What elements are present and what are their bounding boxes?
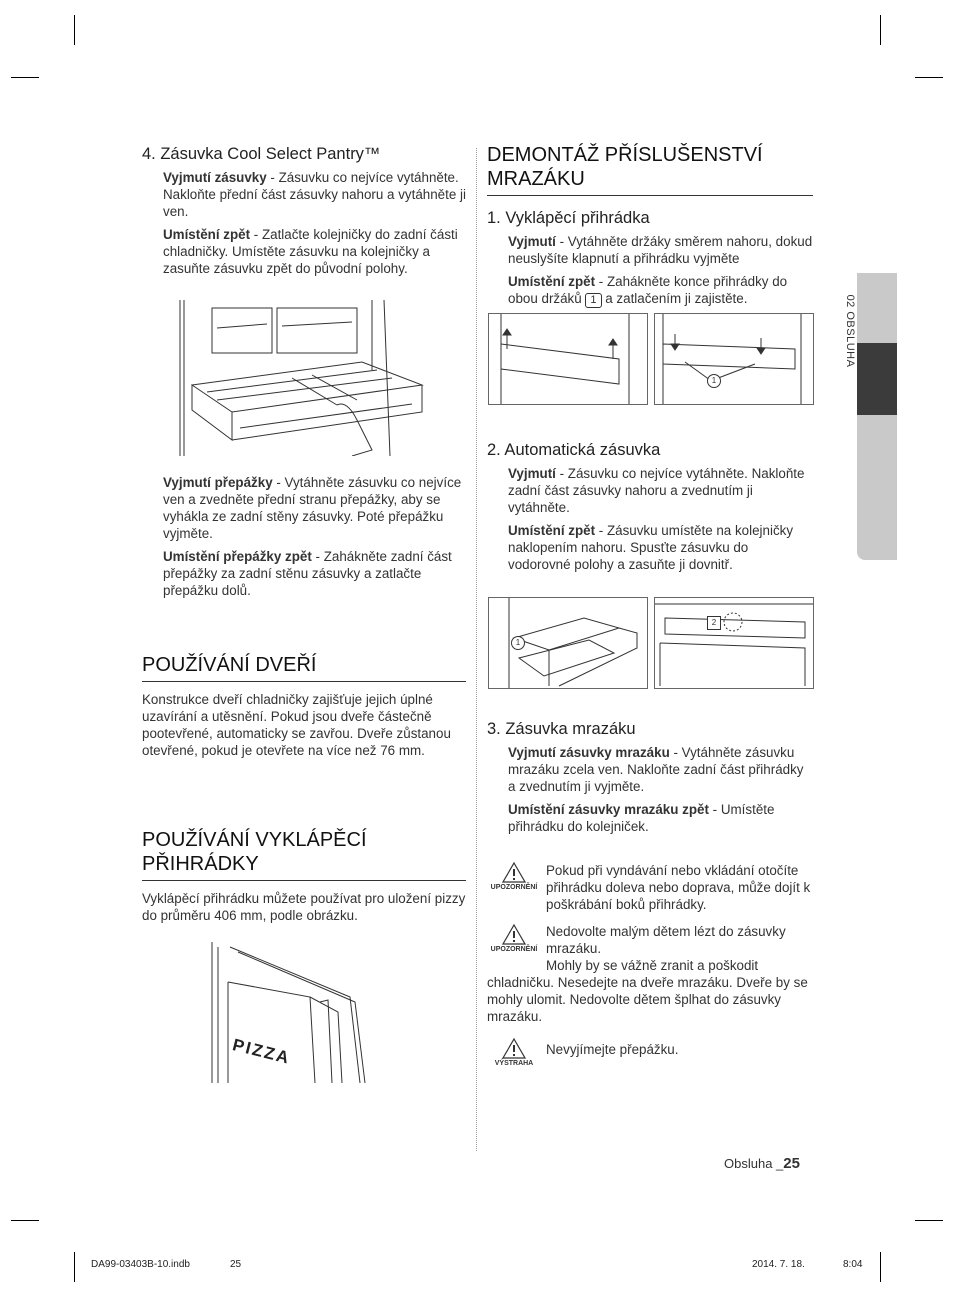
section-3 <box>487 719 813 841</box>
s2-remove-paragraph: Vyjmutí - Zásuvku co nejvíce vytáhněte. Nakloňte zadní část zásuvky nahoru a zvednutím ji vytáhněte. <box>508 466 805 515</box>
caution-label: VÝSTRAHA <box>494 1060 534 1067</box>
callout-1-marker: 1 <box>707 374 721 388</box>
callout-1: 1 <box>585 293 601 308</box>
warning-label: UPOZORNĚNÍ <box>490 884 538 891</box>
page-label: Obsluha _ <box>724 1156 784 1171</box>
print-date: 2014. 7. 18. <box>752 1259 805 1270</box>
warning-1-text: Pokud při vyndávání nebo vkládání otočíte přihrádku doleva nebo doprava, může dojít k poškrábání boků přihrádky. <box>546 863 811 912</box>
warning-2-text-b: Mohly by se vážně zranit a poškodit chladničku. Nesedejte na dveře mrazáku. Dveře by se mohly ulomit. Nedovolte dětem šplhat do zásuvky mrazáku. <box>487 958 808 1024</box>
warning-icon <box>484 924 544 953</box>
doors-heading: POUŽÍVÁNÍ DVEŘÍ <box>142 653 466 682</box>
left-column <box>142 144 466 283</box>
flip-bin-figure-a <box>488 313 648 405</box>
section-2-title: 2. Automatická zásuvka <box>487 441 661 459</box>
column-divider <box>476 148 477 1151</box>
section-3-title: 3. Zásuvka mrazáku <box>487 720 636 738</box>
s3-remove-paragraph: Vyjmutí zásuvky mrazáku - Vytáhněte zásuvku mrazáku zcela ven. Nakloňte zadní část přihrádky a zvednutím ji vyjměte. <box>508 745 804 794</box>
pizza-compartment-illustration <box>210 942 380 1083</box>
side-tab-top <box>857 273 897 343</box>
flip-heading: POUŽÍVÁNÍ VYKLÁPĚCÍ PŘIHRÁDKY <box>142 828 466 881</box>
side-tab-bottom <box>857 415 897 560</box>
print-time: 8:04 <box>843 1259 863 1270</box>
freezer-heading: DEMONTÁŽ PŘÍSLUŠENSTVÍ MRAZÁKU <box>487 143 813 196</box>
s2-back-paragraph: Umístění zpět - Zásuvku umístěte na kolejničky naklopením nahoru. Spusťte zásuvku do vodorovné polohy a zasuňte ji dovnitř. <box>508 523 794 572</box>
callout-2-marker: 2 <box>707 616 721 630</box>
caution-text: Nevyjímejte přepážku. <box>546 1042 679 1057</box>
s3-back-paragraph: Umístění zásuvky mrazáku zpět - Umístěte přihrádku do kolejniček. <box>508 802 775 834</box>
section-2 <box>487 440 813 579</box>
side-tab-label: 02 OBSLUHA <box>844 294 856 368</box>
s1-remove-paragraph: Vyjmutí - Vytáhněte držáky směrem nahoru, dokud neuslyšíte klapnutí a přihrádku vyjměte <box>508 234 813 266</box>
doors-section <box>142 653 466 765</box>
divider-back-paragraph: Umístění přepážky zpět - Zahákněte zadní část přepážky za zadní stěnu zásuvky a zatlačte přepážku dolů. <box>163 549 452 598</box>
page-footer <box>724 1155 800 1172</box>
crop-mark <box>880 15 881 45</box>
auto-drawer-figure-a <box>488 597 648 689</box>
crop-mark <box>11 1220 39 1221</box>
s4-remove-paragraph: Vyjmutí zásuvky - Zásuvku co nejvíce vytáhněte. Nakloňte přední část zásuvky nahoru a vytáhněte ji ven. <box>163 170 466 219</box>
side-tab-active <box>857 343 897 415</box>
crop-mark <box>880 1252 881 1282</box>
flip-text: Vyklápěcí přihrádku můžete používat pro uložení pizzy do průměru 406 mm, podle obrázku. <box>142 891 466 923</box>
warning-label: UPOZORNĚNÍ <box>490 946 538 953</box>
warning-icon <box>484 862 544 891</box>
print-file: DA99-03403B-10.indb <box>91 1259 190 1270</box>
crop-mark <box>915 1220 943 1221</box>
warning-2-text-a: Nedovolte malým dětem lézt do zásuvky mrazáku. <box>546 924 786 956</box>
pizza-label: PIZZA <box>230 1035 293 1068</box>
pantry-drawer-illustration <box>172 300 436 456</box>
s1-back-paragraph: Umístění zpět - Zahákněte konce přihrádky do obou držáků 1 a zatlačením ji zajistěte. <box>508 274 788 306</box>
right-column <box>487 143 813 314</box>
callout-1-marker: 1 <box>511 636 525 650</box>
section-4-title: 4. Zásuvka Cool Select Pantry™ <box>142 145 381 163</box>
flip-bin-figure-b <box>654 313 814 405</box>
divider-remove-paragraph: Vyjmutí přepážky - Vytáhněte zásuvku co nejvíce ven a zvedněte přední stranu přepážky, aby se vyhákla ze zadní stěny zásuvky. Poté přepážku vyjměte. <box>163 475 462 541</box>
auto-drawer-figure-b <box>654 597 814 689</box>
flip-section <box>142 828 466 930</box>
doors-text: Konstrukce dveří chladničky zajišťuje jejich úplné uzavírání a utěsnění. Pokud jsou dveře částečně pootevřené, automaticky se zavřou. Dveře zůstanou otevřené, pokud je otevřete na více než 76 mm. <box>142 692 451 758</box>
left-column-divider-section <box>142 474 466 605</box>
caution-icon <box>484 1038 544 1067</box>
section-1-title: 1. Vyklápěcí přihrádka <box>487 209 650 227</box>
crop-mark <box>915 77 943 78</box>
crop-mark <box>74 1252 75 1282</box>
page-number: 25 <box>783 1155 800 1172</box>
crop-mark <box>74 15 75 45</box>
print-file-page: 25 <box>230 1259 242 1270</box>
crop-mark <box>11 77 39 78</box>
s4-back-paragraph: Umístění zpět - Zatlačte kolejničky do zadní části chladničky. Umístěte zásuvku na kolejničky a zasuňte zásuvku zpět do původní polohy. <box>163 227 458 276</box>
